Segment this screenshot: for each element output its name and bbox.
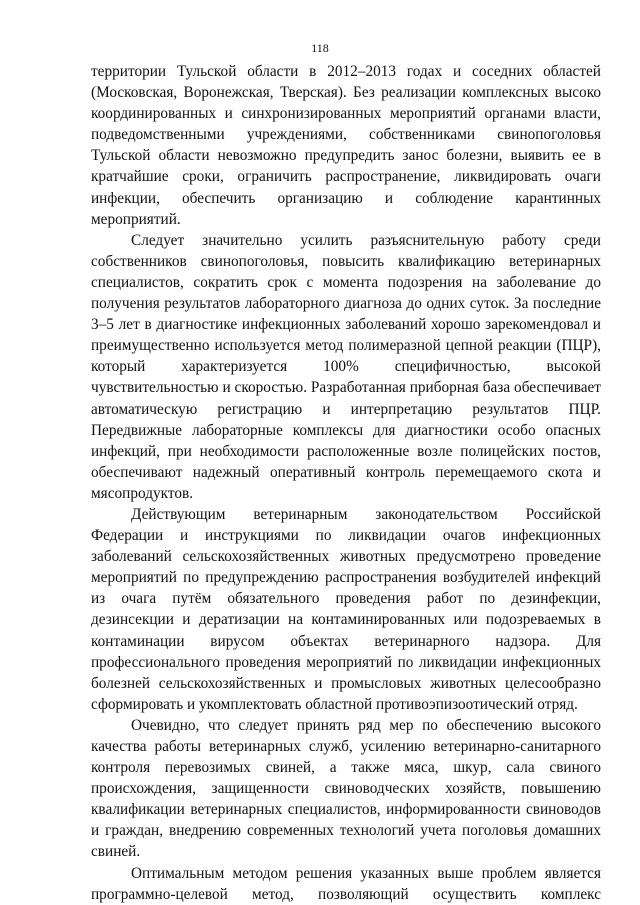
document-body [91, 61, 601, 905]
paragraph-1: территории Тульской области в 2012–2013 годах и соседних областей (Московская, Воронежская, Тверская). Без реализации комплексных высоко координированных и синхронизированных мероприятий органами власти, подведомственными учреждениями, собственниками свинопоголовья Тульской области невозможно предупредить занос болезни, выявить ее в кратчайшие сроки, ограничить распространение, ликвидировать очаги инфекции, обеспечить организацию и соблюдение карантинных мероприятий. [91, 63, 601, 228]
page-number: 118 [311, 41, 329, 55]
paragraph-5: Оптимальным методом решения указанных выше проблем является программно-целевой метод, позволяющий осуществить комплекс [91, 864, 601, 903]
paragraph-3: Действующим ветеринарным законодательством Российской Федерации и инструкциями по ликвидации очагов инфекционных заболеваний сельскохозяйственных животных предусмотрено проведение мероприятий по предупреждению распространения возбудителей инфекций из очага путём обязательного проведения работ по дезинфекции, дезинсекции и дератизации на контаминированных или подозреваемых в контаминации вирусом объектах ветеринарного надзора. Для профессионального проведения мероприятий по ликвидации инфекционных болезней сельскохозяйственных и промысловых животных целесообразно сформировать и укомплектовать областной противоэпизоотический отряд. [91, 505, 601, 713]
paragraph-4: Очевидно, что следует принять ряд мер по обеспечению высокого качества работы ветеринарных служб, усилению ветеринарно-санитарного контроля перевозимых свиней, а также мяса, шкур, сала свиного происхождения, защищенности свиноводческих хозяйств, повышению квалификации ветеринарных специалистов, информированности свиноводов и граждан, внедрению современных технологий учета поголовья домашних свиней. [91, 716, 601, 861]
paragraph-2: Следует значительно усилить разъяснительную работу среди собственников свинопоголовья, повысить квалификацию ветеринарных специалистов, сократить срок с момента подозрения на заболевание до получения результатов лабораторного диагноза до одних суток. За последние 3–5 лет в диагностике инфекционных заболеваний хорошо зарекомендовал и преимущественно используется метод полимеразной цепной реакции (ПЦР), который характеризуется 100% специфичностью, высокой чувствительностью и скоростью. Разработанная приборная база обеспечивает автоматическую регистрацию и интерпретацию результатов ПЦР. Передвижные лабораторные комплексы для диагностики особо опасных инфекций, при необходимости расположенные возле полицейских постов, обеспечивают надежный оперативный контроль перемещаемого скота и мясопродуктов. [91, 231, 601, 502]
